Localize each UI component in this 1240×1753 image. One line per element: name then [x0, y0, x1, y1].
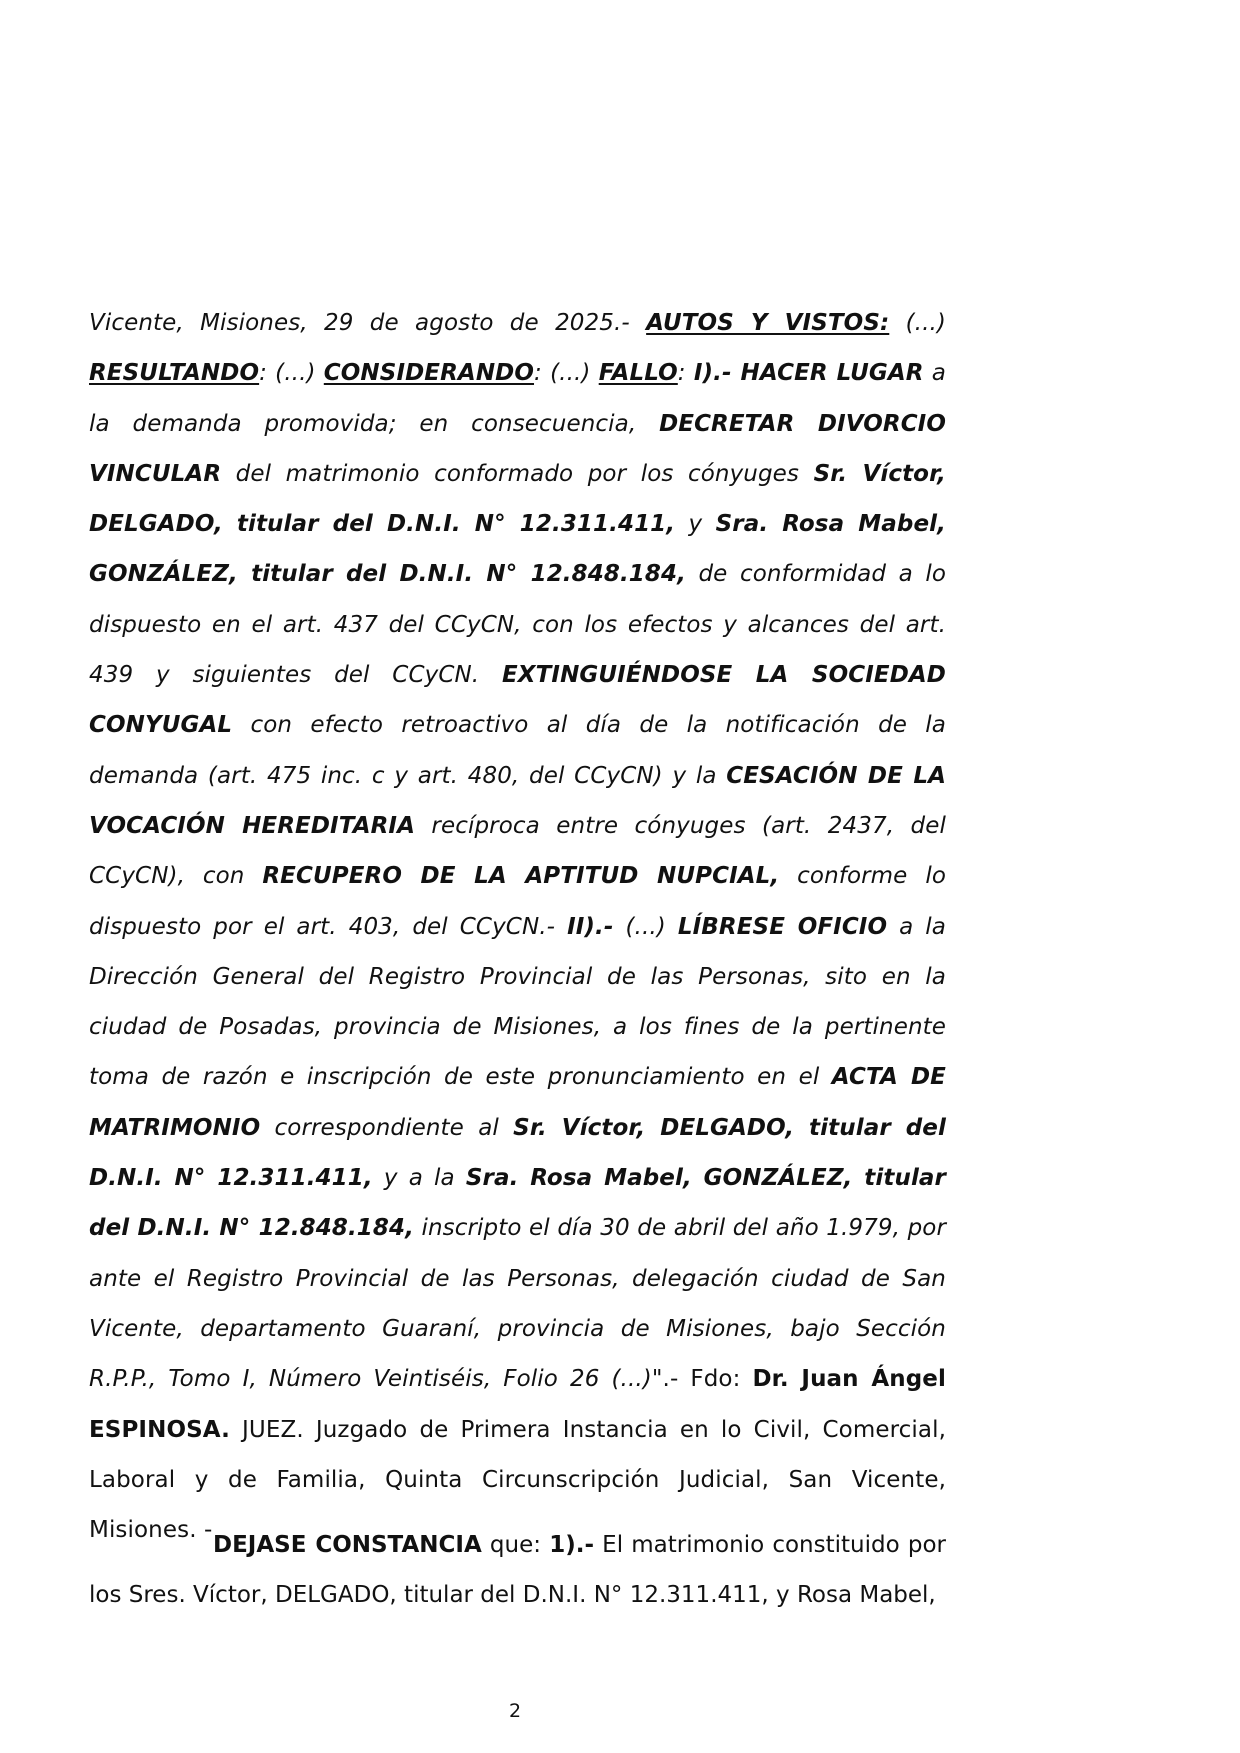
resolution-segment: CESACIÓN DE LA VOCACIÓN HEREDITARIA	[89, 762, 946, 839]
resolution-segment: Dr. Juan Ángel ESPINOSA.	[89, 1366, 946, 1443]
constancia-que: que:	[481, 1532, 550, 1558]
resolution-segment: y	[675, 511, 716, 538]
constancia-item-number: 1).-	[549, 1532, 594, 1558]
resolution-segment: (...)	[889, 310, 946, 336]
resolution-segment: Vicente, Misiones, 29 de agosto de 2025.-	[89, 310, 647, 336]
resolution-segment: conforme lo dispuesto por el art. 403, del CCyCN.-	[89, 863, 946, 940]
resolution-segment: : (...)	[259, 360, 324, 387]
resolution-segment: Sra. Rosa Mabel, GONZÁLEZ, titular del D.N.I. N° 12.848.184,	[89, 511, 946, 588]
resolution-segment: recíproca entre cónyuges (art. 2437, del CCyCN), con	[89, 812, 946, 890]
resolution-segment: del matrimonio conformado por los cónyuges	[221, 460, 814, 487]
resolution-segment: con efecto retroactivo al día de la notificación de la demanda (art. 475 inc. c y art. 480, del CCyCN) y la	[89, 712, 946, 789]
resolution-segment: ACTA DE MATRIMONIO	[89, 1064, 946, 1141]
resolution-segment: inscripto el día 30 de abril del año 1.979, por ante el Registro Provincial de las Personas, delegación ciudad de San Vicente, departamento Guaraní, provincia de Misiones, bajo Sección R.P.P., Tomo I, Número Veintiséis, Folio 26 (...)"	[89, 1215, 946, 1393]
resolution-segment: RECUPERO DE LA APTITUD NUPCIAL,	[262, 863, 780, 890]
resolution-segment: I).- HACER LUGAR	[693, 360, 924, 387]
resolution-segment: a la Dirección General del Registro Provincial de las Personas, sito en la ciudad de Posadas, provincia de Misiones, a los fines de la pertinente toma de razón e inscripción de este pronunciamiento en el	[89, 913, 946, 1091]
resolution-segment: .- Fdo:	[662, 1366, 753, 1393]
resolution-segment: y a la	[372, 1165, 466, 1192]
resolution-segment: II).-	[567, 913, 614, 940]
resolution-segment: de conformidad a lo dispuesto en el art. 437 del CCyCN, con los efectos y alcances del art. 439 y siguientes del CCyCN.	[89, 561, 946, 689]
resolution-segment: FALLO	[598, 360, 678, 387]
constancia-label: DEJASE CONSTANCIA	[213, 1532, 482, 1558]
constancia-paragraph	[89, 1520, 946, 1621]
resolution-segment: CONSIDERANDO	[323, 360, 535, 387]
resolution-segment: : (...)	[534, 360, 599, 387]
page-number: 2	[508, 1700, 522, 1722]
resolution-segment: EXTINGUIÉNDOSE LA SOCIEDAD CONYUGAL	[89, 662, 946, 739]
constancia-text: El matrimonio constituido por los Sres. Víctor, DELGADO, titular del D.N.I. N° 12.311.411, y Rosa Mabel,	[89, 1532, 946, 1609]
resolution-segment: RESULTANDO	[89, 360, 260, 387]
resolution-segment: JUEZ. Juzgado de Primera Instancia en lo Civil, Comercial, Laboral y de Familia, Quinta Circunscripción Judicial, San Vicente, Misiones. -	[89, 1416, 946, 1544]
resolution-segment: (...)	[613, 913, 678, 940]
resolution-segment: LÍBRESE OFICIO	[677, 913, 888, 940]
resolution-segment: DECRETAR DIVORCIO VINCULAR	[89, 410, 946, 487]
resolution-paragraph	[89, 298, 946, 1555]
resolution-segment: correspondiente al	[260, 1114, 514, 1141]
resolution-segment: Sr. Víctor, DELGADO, titular del D.N.I. N° 12.311.411,	[89, 460, 946, 538]
resolution-segment: a la demanda promovida; en consecuencia,	[89, 360, 946, 437]
resolution-segment: Sra. Rosa Mabel, GONZÁLEZ, titular del D.N.I. N° 12.848.184,	[89, 1165, 946, 1242]
resolution-segment: Sr. Víctor, DELGADO, titular del D.N.I. N° 12.311.411,	[89, 1114, 946, 1192]
resolution-segment: :	[677, 360, 694, 387]
resolution-segment: AUTOS Y VISTOS:	[646, 310, 890, 336]
